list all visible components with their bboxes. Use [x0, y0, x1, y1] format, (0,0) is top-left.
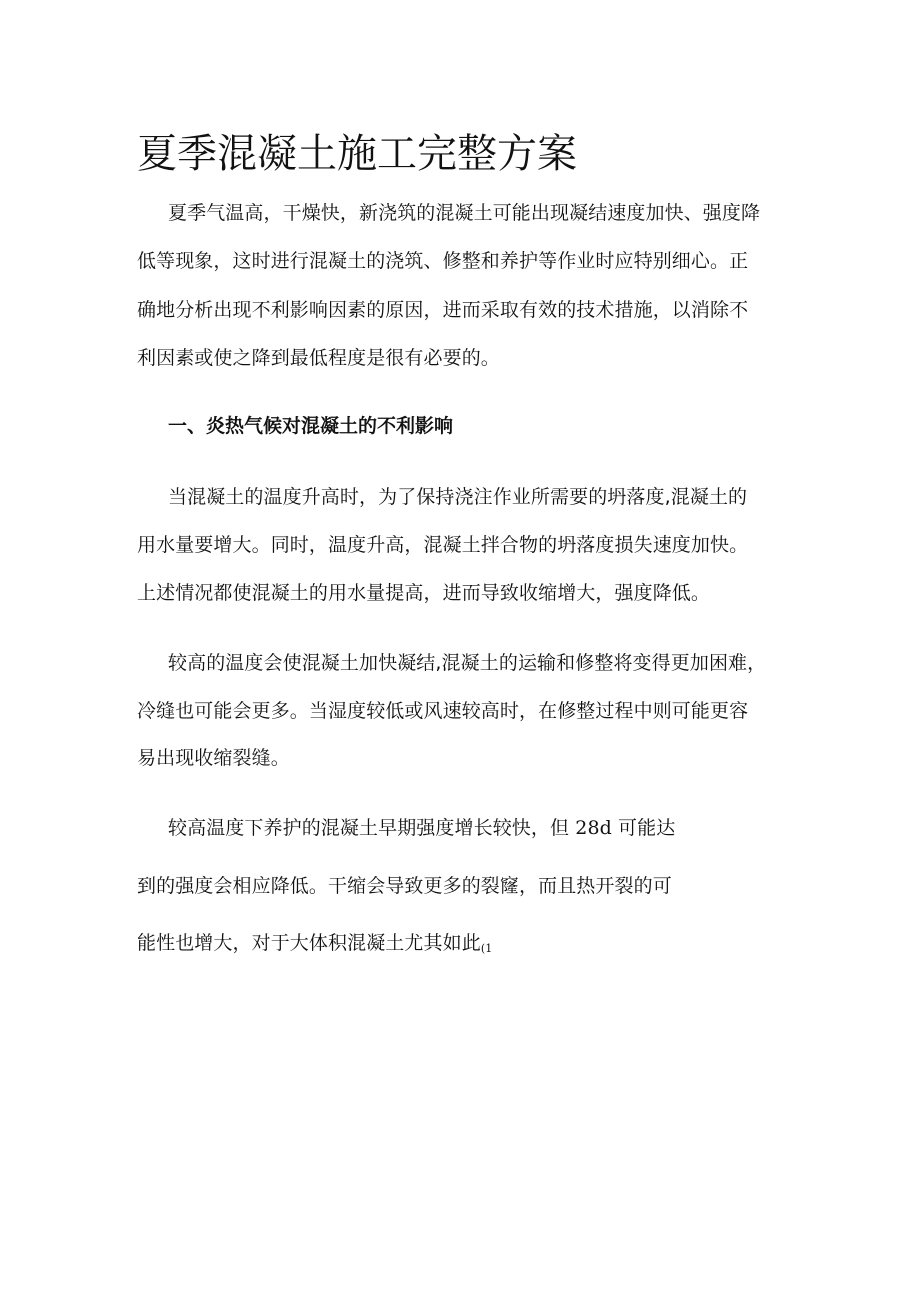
intro-line: 利因素或使之降到最低程度是很有必要的。	[137, 347, 500, 369]
paragraph-text: 可能达	[611, 817, 676, 839]
footnote-mark: (1	[480, 942, 493, 955]
day-count: 28d	[575, 817, 612, 839]
section-heading: 一、炎热气候对混凝土的不利影响	[168, 415, 454, 437]
paragraph-line: 到的强度会相应降低。干缩会导致更多的裂窿，而且热开裂的可	[137, 875, 672, 897]
paragraph-line	[137, 931, 492, 961]
paragraph-line: 易出现收缩裂缝。	[137, 747, 290, 769]
intro-line: 低等现象，这时进行混凝土的浇筑、修整和养护等作业时应特别细心。正	[137, 250, 749, 272]
paragraph-line	[168, 816, 675, 840]
intro-line: 夏季气温高，干燥快，新浇筑的混凝土可能出现凝结速度加快、强度降	[168, 202, 761, 224]
paragraph-text: 能性也增大，对于大体积混凝土尤其如此	[137, 932, 481, 954]
paragraph-line: 上述情况都使混凝土的用水量提高，进而导致收缩增大，强度降低。	[137, 582, 711, 604]
paragraph-line: 用水量要增大。同时，温度升高，混凝土拌合物的坍落度损失速度加快。	[137, 534, 749, 556]
paragraph-line: 较高的温度会使混凝土加快凝结,混凝土的运输和修整将变得更加困难，	[168, 652, 767, 674]
paragraph-line: 当混凝土的温度升高时，为了保持浇注作业所需要的坍落度,混凝土的	[168, 486, 748, 508]
page-title: 夏季混凝土施工完整方案	[137, 131, 577, 177]
intro-line: 确地分析出现不利影响因素的原因，进而采取有效的技术措施，以消除不	[137, 299, 749, 321]
paragraph-line: 冷缝也可能会更多。当湿度较低或风速较高时，在修整过程中则可能更容	[137, 700, 749, 722]
paragraph-text: 较高温度下养护的混凝土早期强度增长较快，但	[168, 817, 576, 839]
